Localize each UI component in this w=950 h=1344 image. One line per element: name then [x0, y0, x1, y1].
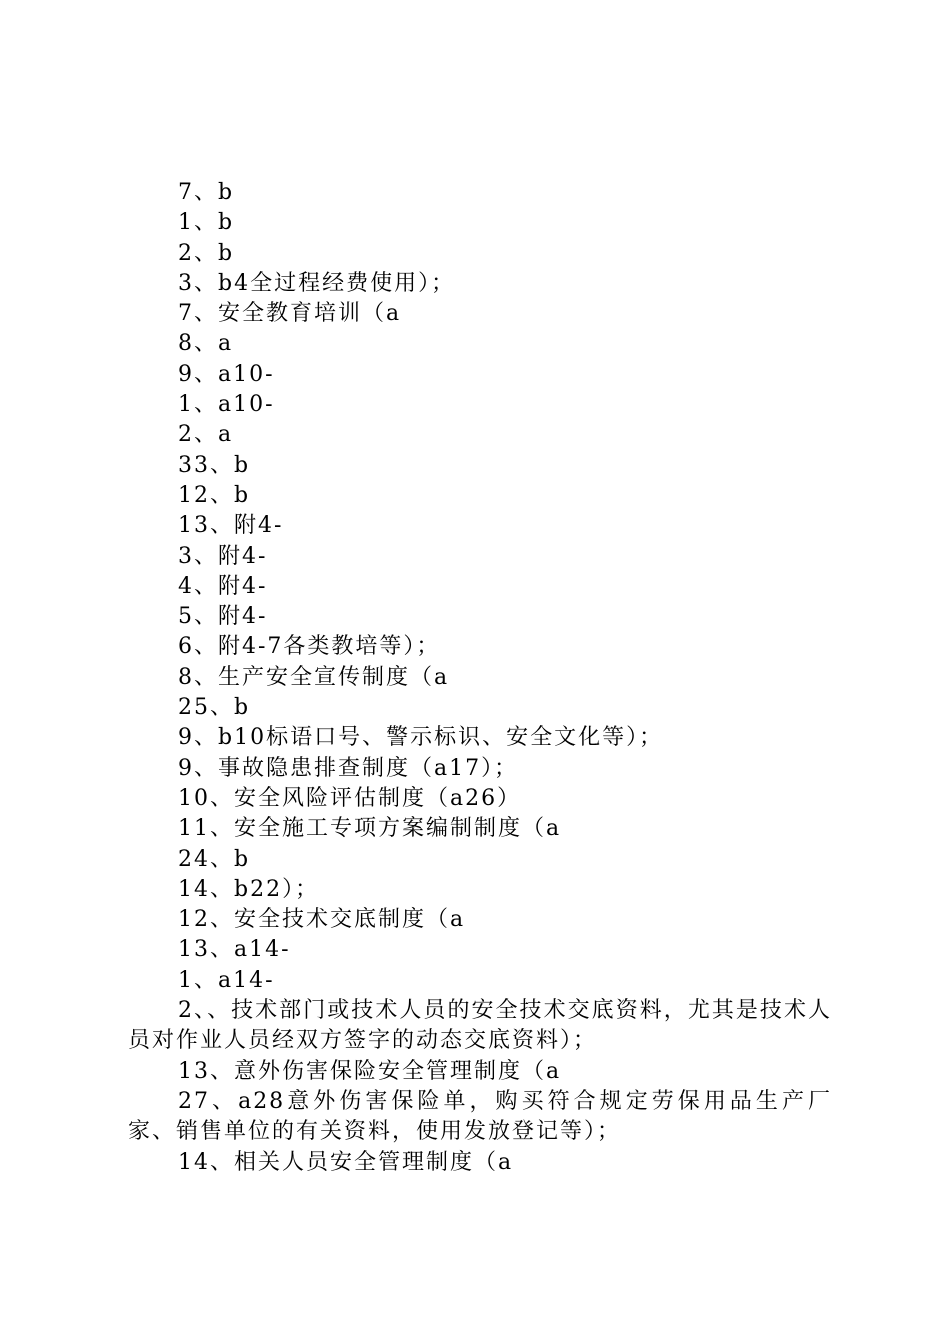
text-line: 11、安全施工专项方案编制制度（a [178, 816, 562, 842]
text-line: 3、附4- [178, 543, 268, 569]
text-line: 9、b10标语口号、警示标识、安全文化等）； [178, 725, 664, 751]
text-line: 24、b [178, 846, 251, 872]
text-line: 8、生产安全宣传制度（a [178, 664, 450, 690]
text-line: 12、安全技术交底制度（a [178, 907, 466, 933]
text-line: 5、附4- [178, 604, 268, 630]
text-line: 6、附4-7各类教培等）； [178, 634, 441, 660]
text-line: 10、安全风险评估制度（a26） [178, 785, 522, 811]
text-line: 9、a10- [178, 361, 275, 387]
text-line: 13、a14- [178, 937, 291, 963]
text-line: 14、b22）； [178, 876, 320, 902]
text-line: 8、a [178, 331, 234, 357]
text-line: 13、意外伤害保险安全管理制度（a [178, 1058, 562, 1084]
text-line: 9、事故隐患排查制度（a17）； [178, 755, 519, 781]
text-line: 3、b4全过程经费使用）； [178, 270, 456, 296]
document-body [128, 178, 832, 1178]
text-paragraph: 27、a28意外伤害保险单，购买符合规定劳保用品生产厂家、销售单位的有关资料，使用发放登记等）； [128, 1088, 832, 1145]
text-line: 1、b [178, 210, 235, 236]
text-paragraph: 2、、技术部门或技术人员的安全技术交底资料，尤其是技术人员对作业人员经双方签字的动态交底资料）； [128, 998, 832, 1054]
text-line: 2、b [178, 240, 235, 266]
text-line: 7、b [178, 180, 235, 205]
text-line: 2、a [178, 422, 234, 448]
text-line: 7、安全教育培训（a [178, 301, 402, 327]
text-line: 4、附4- [178, 573, 268, 599]
text-line: 1、a14- [178, 967, 275, 993]
text-line: 1、a10- [178, 392, 275, 418]
text-line: 12、b [178, 482, 251, 508]
text-line: 13、附4- [178, 513, 284, 539]
text-line: 33、b [178, 452, 251, 478]
text-line: 25、b [178, 695, 251, 721]
text-line: 14、相关人员安全管理制度（a [178, 1149, 514, 1175]
